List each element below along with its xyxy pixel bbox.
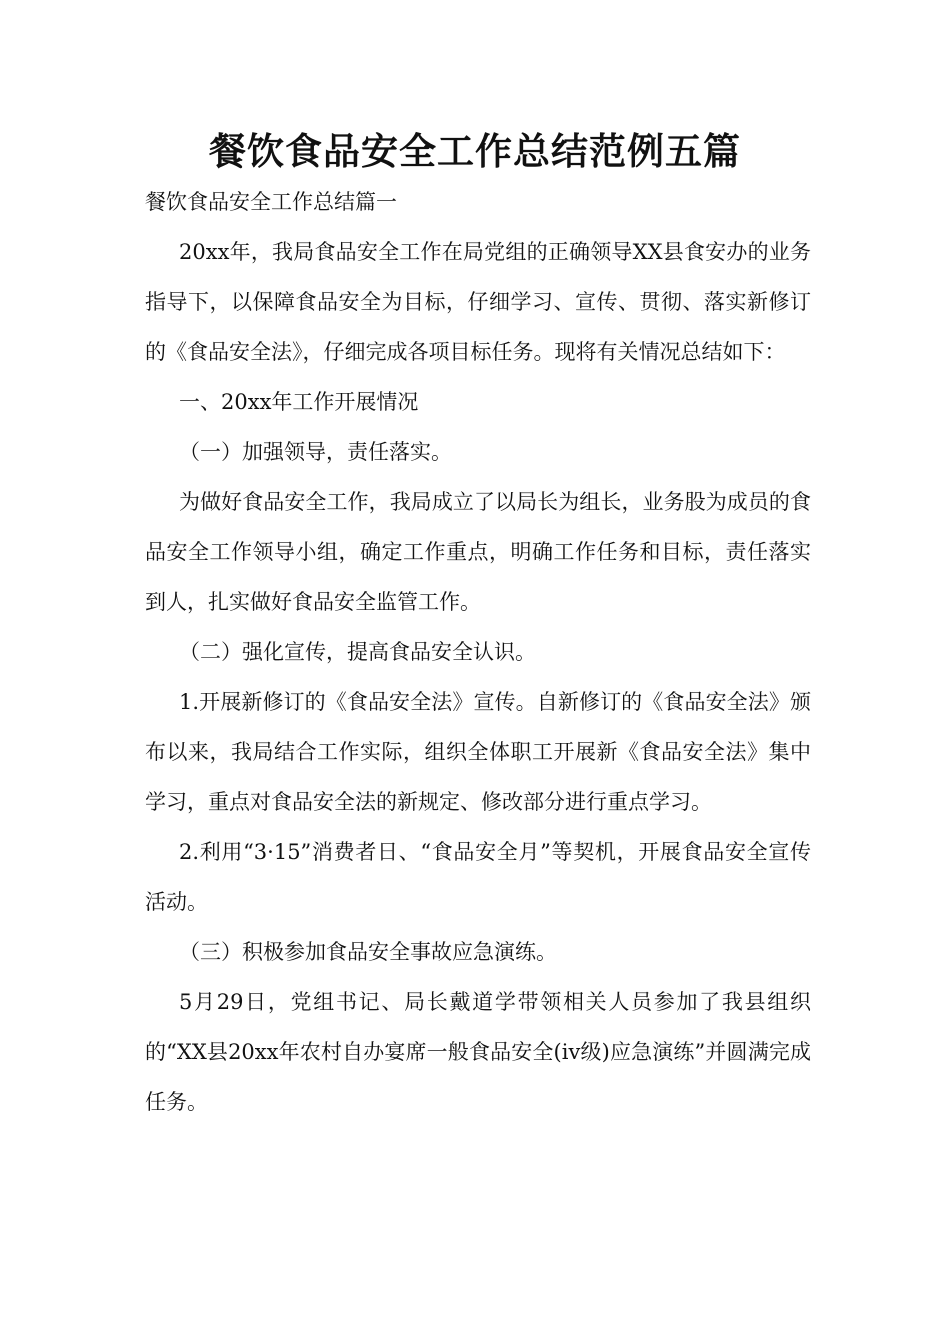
paragraph: 5月29日，党组书记、局长戴道学带领相关人员参加了我县组织的“XX县20xx年农村自办宴席一般食品安全(iv级)应急演练”并圆满完成任务。	[145, 990, 811, 1114]
paragraph: 20xx年，我局食品安全工作在局党组的正确领导XX县食安办的业务指导下，以保障食品安全为目标，仔细学习、宣传、贯彻、落实新修订的《食品安全法》，仔细完成各项目标任务。现将有关情况总结如下：	[145, 240, 811, 364]
subsection-heading: （二）强化宣传，提高食品安全认识。	[179, 640, 536, 664]
paragraph: 为做好食品安全工作，我局成立了以局长为组长，业务股为成员的食品安全工作领导小组，确定工作重点，明确工作任务和目标，责任落实到人，扎实做好食品安全监管工作。	[145, 490, 811, 614]
paragraph: 1.开展新修订的《食品安全法》宣传。自新修订的《食品安全法》颁布以来，我局结合工作实际，组织全体职工开展新《食品安全法》集中学习，重点对食品安全法的新规定、修改部分进行重点学习。	[145, 690, 811, 814]
subsection-heading: （三）积极参加食品安全事故应急演练。	[179, 940, 557, 964]
section-heading: 一、20xx年工作开展情况	[179, 390, 419, 414]
subsection-heading: （一）加强领导，责任落实。	[179, 440, 452, 464]
document-title: 餐饮食品安全工作总结范例五篇	[209, 130, 741, 173]
document-body	[145, 177, 811, 1127]
paragraph: 2.利用“3·15”消费者日、“食品安全月”等契机，开展食品安全宣传活动。	[145, 840, 811, 914]
section-subtitle: 餐饮食品安全工作总结篇一	[145, 190, 397, 214]
